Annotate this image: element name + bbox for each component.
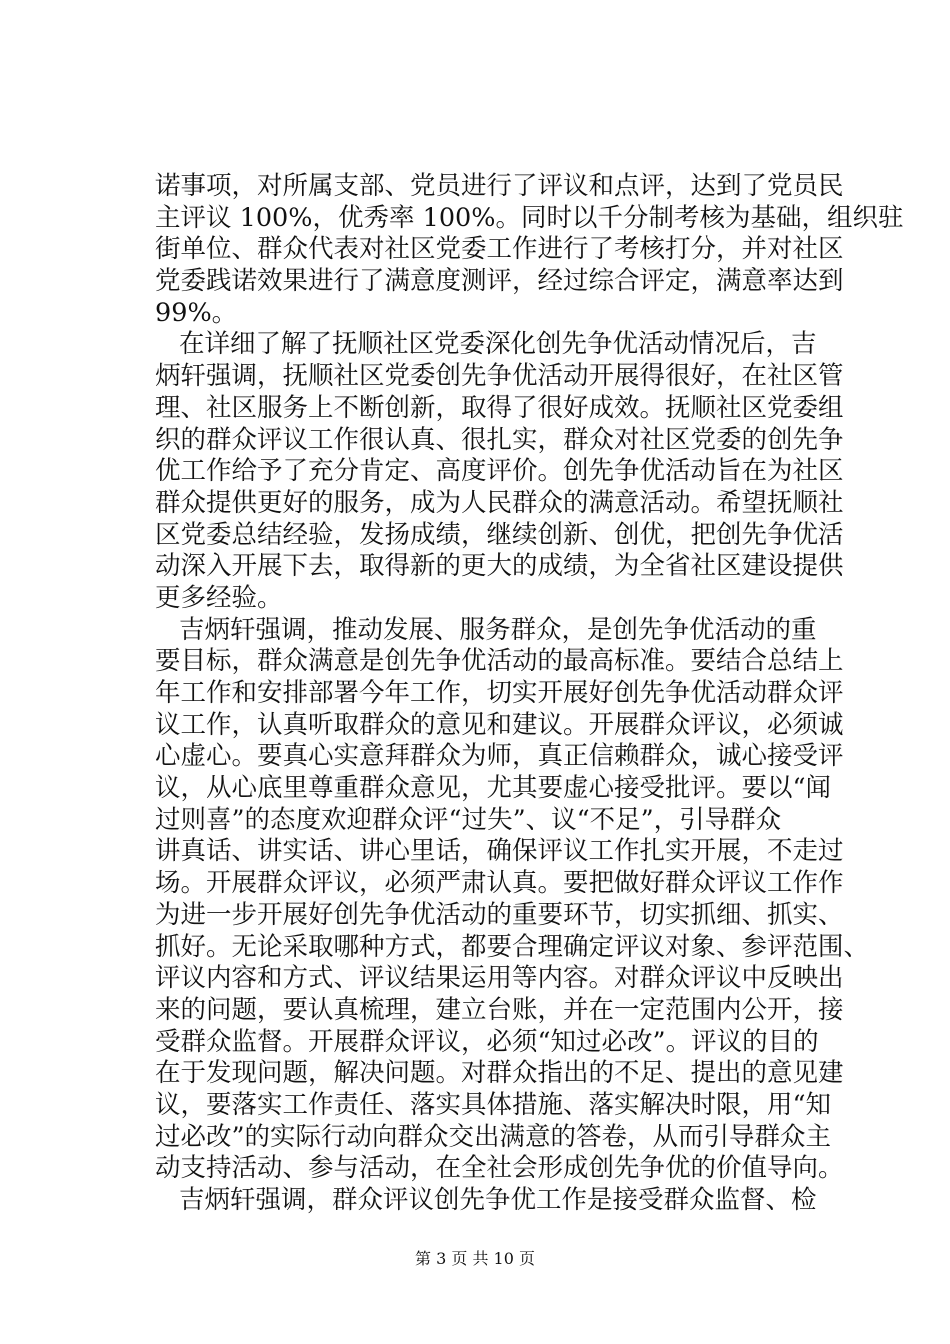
text-line: 议，从心底里尊重群众意见，尤其要虚心接受批评。要以“闻 [155, 773, 832, 804]
text-line: 为进一步开展好创先争优活动的重要环节，切实抓细、抓实、 [155, 899, 844, 930]
text-line: 优工作给予了充分肯定、高度评价。创先争优活动旨在为社区 [155, 456, 844, 487]
text-line: 议，要落实工作责任、落实具体措施、落实解决时限，用“知 [155, 1089, 832, 1120]
text-line: 炳轩强调，抚顺社区党委创先争优活动开展得很好，在社区管 [155, 361, 844, 392]
text-line: 议工作，认真听取群众的意见和建议。开展群众评议，必须诚 [155, 709, 844, 740]
text-line: 来的问题，要认真梳理，建立台账，并在一定范围内公开，接 [155, 994, 844, 1025]
text-line: 街单位、群众代表对社区党委工作进行了考核打分，并对社区 [155, 234, 844, 265]
text-line: 主评议 100%，优秀率 100%。同时以千分制考核为基础，组织驻 [155, 202, 904, 233]
text-line: 动深入开展下去，取得新的更大的成绩，为全省社区建设提供 [155, 551, 844, 582]
text-line: 过则喜”的态度欢迎群众评“过失”、议“不足”，引导群众 [155, 804, 782, 835]
text-line: 动支持活动、参与活动，在全社会形成创先争优的价值导向。 [155, 1153, 844, 1184]
text-line: 受群众监督。开展群众评议，必须“知过必改”。评议的目的 [155, 1026, 819, 1057]
page-number-footer: 第 3 页 共 10 页 [415, 1249, 535, 1268]
text-line: 更多经验。 [155, 582, 283, 613]
text-line: 要目标，群众满意是创先争优活动的最高标准。要结合总结上 [155, 646, 844, 677]
paragraph-first-line: 吉炳轩强调，推动发展、服务群众，是创先争优活动的重 [179, 614, 817, 645]
body-text [155, 171, 945, 1217]
text-line: 过必改”的实际行动向群众交出满意的答卷，从而引导群众主 [155, 1121, 832, 1152]
text-line: 年工作和安排部署今年工作，切实开展好创先争优活动群众评 [155, 678, 844, 708]
paragraph-first-line: 吉炳轩强调，群众评议创先争优工作是接受群众监督、检 [179, 1185, 817, 1215]
text-line: 诺事项，对所属支部、党员进行了评议和点评，达到了党员民 [155, 171, 844, 201]
text-line: 理、社区服务上不断创新，取得了很好成效。抚顺社区党委组 [155, 392, 844, 423]
text-line: 99%。 [155, 297, 238, 328]
text-line: 场。开展群众评议，必须严肃认真。要把做好群众评议工作作 [155, 868, 844, 899]
text-line: 心虚心。要真心实意拜群众为师，真正信赖群众，诚心接受评 [155, 741, 844, 772]
text-line: 在于发现问题，解决问题。对群众指出的不足、提出的意见建 [155, 1058, 844, 1089]
text-line: 讲真话、讲实话、讲心里话，确保评议工作扎实开展，不走过 [155, 836, 844, 867]
text-line: 抓好。无论采取哪种方式，都要合理确定评议对象、参评范围、 [155, 931, 870, 962]
text-line: 评议内容和方式、评议结果运用等内容。对群众评议中反映出 [155, 963, 844, 994]
text-line: 群众提供更好的服务，成为人民群众的满意活动。希望抚顺社 [155, 487, 844, 518]
paragraph-first-line: 在详细了解了抚顺社区党委深化创先争优活动情况后，吉 [179, 329, 817, 360]
text-line: 织的群众评议工作很认真、很扎实，群众对社区党委的创先争 [155, 424, 844, 455]
text-line: 区党委总结经验，发扬成绩，继续创新、创优，把创先争优活 [155, 519, 844, 550]
text-line: 党委践诺效果进行了满意度测评，经过综合评定，满意率达到 [155, 266, 844, 297]
